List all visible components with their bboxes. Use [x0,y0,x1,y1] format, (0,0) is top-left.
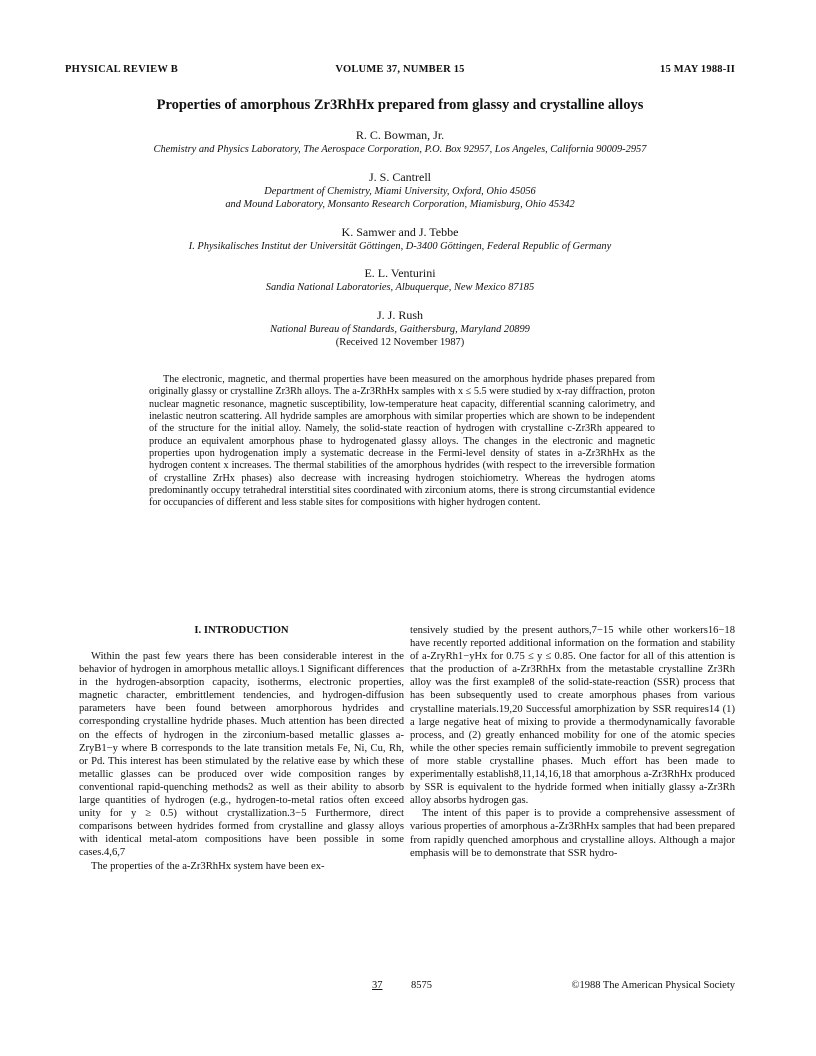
issue-date: 15 MAY 1988-II [660,64,735,75]
section-heading: I. INTRODUCTION [194,625,289,636]
author-affiliation: and Mound Laboratory, Monsanto Research Corporation, Miamisburg, Ohio 45342 [225,199,575,210]
body-paragraph: The properties of the a-Zr3RhHx system have been ex- [91,860,325,872]
body-paragraph: Within the past few years there has been considerable interest in the behavior of hydrogen in amorphous metallic alloys.1 Significant differences in the hydrogen-absorption capacity, isotherms, electronic properties, magnetic character, embrittlement tendencies, and hydrogen-diffusion parameters have been found between amorphorous hydrides and corresponding crystalline hydride phases. Much attention has been directed on the effects of hydrogen in the zirconium-based metallic glasses a-ZryB1−y where B corresponds to the late transition metals Fe, Ni, Cu, Rh, or Pd. This interest has been stimulated by the relative ease by which these metallic glasses can be produced over wide composition ranges by conventional rapid-quenching methods2 as well as their ability to absorb large quantities of hydrogen (e.g., hydrogen-to-metal ratios often exceed unity for y ≥ 0.5) without crystallization.3−5 Furthermore, direct comparisons between hydrides formed from crystalline and glassy alloys with identical metal-atom compositions have been possible in some cases.4,6,7 [79,651,404,859]
volume-number: VOLUME 37, NUMBER 15 [335,64,465,75]
paper-title: Properties of amorphous Zr3RhHx prepared from glassy and crystalline alloys [156,97,644,113]
author-block [65,170,735,212]
author-list [65,128,735,349]
author-block [65,266,735,295]
author-names: J. J. Rush [376,307,423,322]
author-names: E. L. Venturini [364,266,436,280]
running-header [65,64,735,78]
author-names: J. S. Cantrell [369,169,431,184]
left-column [79,624,404,873]
author-affiliation: National Bureau of Standards, Gaithersburg, Maryland 20899 [270,323,530,335]
page-number: 8575 [411,980,432,991]
page-footer [79,980,735,994]
author-affiliation: Sandia National Laboratories, Albuquerque, New Mexico 87185 [265,282,535,293]
author-affiliation: Department of Chemistry, Miami University, Oxford, Ohio 45056 [264,185,536,197]
author-block [65,225,735,254]
abstract-text: The electronic, magnetic, and thermal properties have been measured on the amorphous hydride phases prepared from originally glassy or crystalline Zr3Rh alloys. The a-Zr3RhHx samples with x ≤ 5.5 were studied by x-ray diffraction, proton nuclear magnetic resonance, magnetic susceptibility, low-temperature heat capacity, differential scanning calorimetry, and inelastic neutron scattering. All hydride samples are amorphous with similar properties which are shown to be independent of the structure for the initial alloy. Namely, the solid-state reaction of hydrogen with crystalline c-Zr3Rh appeared to produce an equivalent amorphous phase to hydrogenated glassy alloys. The changes in the electronic and magnetic properties upon hydrogenation imply a systematic decrease in the Fermi-level density of states in a-Zr3RhHx as the hydrogen content x increases. The thermal stabilities of the amorphous hydrides (with respect to the irreversible formation of crystalline ZrHx phases) also decrease with increasing hydrogen stoichiometry. Whereas the hydrogen atoms predominantly occupy tetrahedral interstitial sites coordinated with zirconium atoms, there is strong circumstantial evidence for occupancies of different and less stable sites for compositions with higher hydrogen content. [149,374,655,509]
author-names: K. Samwer and J. Tebbe [341,224,459,239]
received-date: (Received 12 November 1987) [335,337,465,348]
body-paragraph: The intent of this paper is to provide a comprehensive assessment of various properties of amorphous a-Zr3RhHx samples that had been prepared from rapidly quenched amorphous and crystalline alloys. Although a major emphasis will be to demonstrate that SSR hydro- [410,808,735,859]
abstract [149,374,655,510]
author-affiliation: Chemistry and Physics Laboratory, The Aerospace Corporation, P.O. Box 92957, Los Angeles, California 90009-2957 [153,144,647,155]
author-block [65,308,735,350]
author-block [65,128,735,157]
copyright-notice: ©1988 The American Physical Society [571,980,735,991]
footer-volume: 37 [372,980,383,991]
right-column [410,624,735,860]
body-paragraph: tensively studied by the present authors,7−15 while other workers16−18 have recently reported additional information on the formation and stability of a-ZryRh1−yHx for 0.75 ≤ y ≤ 0.85. One factor for all of this attention is that the production of a-Zr3RhHx from the metastable crystalline Zr3Rh alloy was the first example8 of the solid-state-reaction (SSR) process that has been subsequently used to create amorphous phases from various crystalline materials.19,20 Successful amorphization by SSR requires14 (1) a large negative heat of mixing to provide a thermodynamically favorable process, and (2) greatly enhanced mobility for one of the atomic species while the other species remain sufficiently immobile to prevent segregation of more stable crystalline phases. Much effort has been made to experimentally establish8,11,14,16,18 that amorphous a-Zr3RhHx produced by SSR is equivalent to the hydride formed when initially glassy a-Zr3Rh alloy absorbs hydrogen gas. [410,625,735,807]
journal-name: PHYSICAL REVIEW B [65,64,178,75]
author-names: R. C. Bowman, Jr. [355,128,445,142]
author-affiliation: I. Physikalisches Institut der Universität Göttingen, D-3400 Göttingen, Federal Republic of Germany [188,240,612,252]
